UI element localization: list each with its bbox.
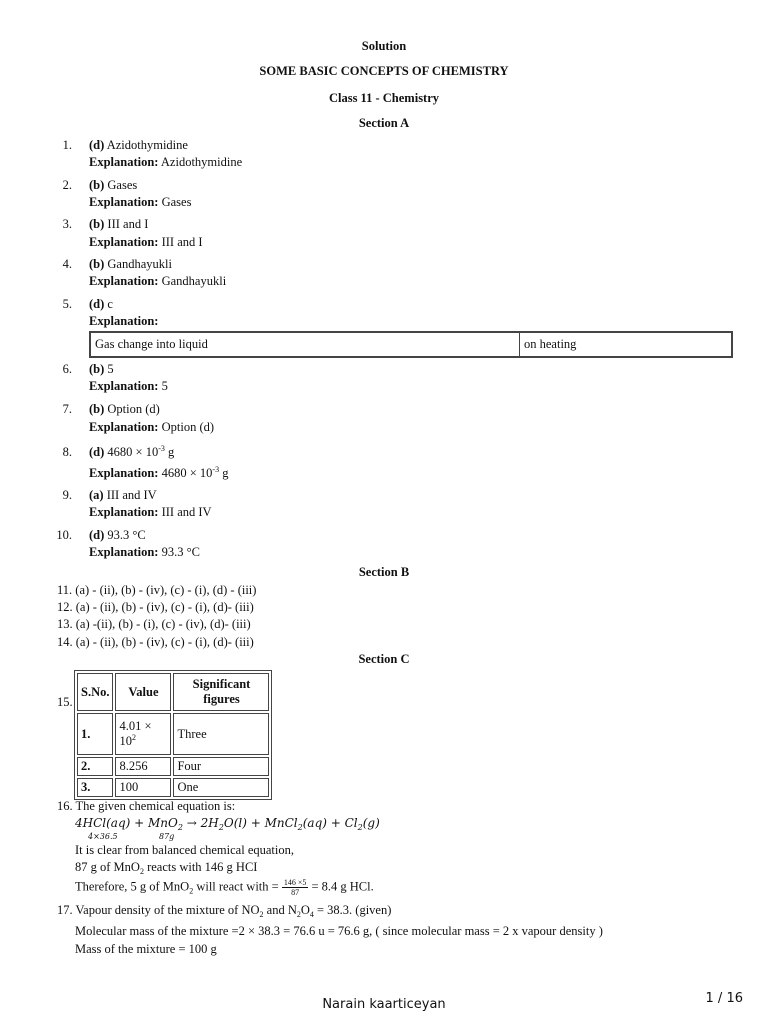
answer-text: Gases — [107, 178, 138, 192]
explanation-line — [89, 505, 212, 520]
page-number: 1 / 16 — [705, 991, 743, 1006]
subscript: 2 — [259, 910, 264, 919]
explanation-table — [89, 331, 733, 358]
unit: g — [219, 466, 229, 480]
text-part: will react with = — [193, 879, 282, 894]
explanation-line — [89, 379, 168, 394]
question-number: 15. — [57, 695, 73, 709]
option-label: (d) — [89, 528, 105, 542]
table-cell — [77, 778, 113, 797]
option-label: (a) — [89, 488, 104, 502]
explanation-text: 5 — [161, 379, 168, 393]
explanation-line — [89, 155, 242, 170]
explanation-text: III and I — [161, 235, 203, 249]
row-number: 1. — [81, 726, 91, 741]
fraction — [282, 878, 309, 897]
q17-line: Molecular mass of the mixture =2 × 38.3 = 76.6 u = 76.6 g, ( since molecular mass = 2 x vapour density ) — [75, 924, 603, 938]
answer-text: c — [107, 297, 113, 311]
column-header: S.No. — [77, 673, 113, 711]
answer-line — [89, 217, 148, 232]
subscript: 2 — [177, 823, 183, 832]
explanation-text: Gandhayukli — [161, 274, 227, 288]
explanation-line — [89, 235, 203, 250]
subscript: 2 — [296, 910, 301, 919]
explanation-text: III and IV — [161, 505, 212, 519]
row-number: 3. — [81, 780, 91, 794]
section-a-heading: Section A — [358, 116, 410, 130]
option-label: (b) — [89, 402, 105, 416]
table-row — [77, 778, 269, 797]
footer-author: Narain kaarticeyan — [322, 997, 446, 1012]
answer-text: 4680 × 10 — [107, 445, 159, 459]
answer-line — [89, 297, 113, 312]
text-part: = 8.4 g HCl. — [308, 879, 374, 894]
answer-text: 93.3 °C — [107, 528, 146, 542]
question-number: 1. — [62, 138, 72, 152]
table-header-row — [77, 673, 269, 711]
equation-operator: + — [130, 816, 149, 830]
option-label: (b) — [89, 257, 105, 271]
value-power-base: 10 — [119, 734, 132, 748]
table-row — [90, 332, 732, 357]
fraction-denominator: 87 — [291, 888, 300, 897]
explanation-line — [89, 420, 214, 435]
explanation-line — [89, 545, 200, 560]
q16-line: It is clear from balanced chemical equation, — [75, 843, 294, 857]
chemical-equation — [75, 816, 380, 830]
text-part: = 38.3. (given) — [313, 903, 392, 917]
equation-term: (aq) — [302, 816, 327, 830]
explanation-label: Explanation: — [89, 545, 159, 559]
question-number: 8. — [62, 445, 72, 459]
question-number: 3. — [62, 217, 72, 231]
list-item: 12. (a) - (ii), (b) - (iv), (c) - (i), (d)- (iii) — [57, 600, 254, 614]
table-cell: Four — [173, 757, 269, 776]
table-cell: Three — [173, 713, 269, 755]
equation-term: 2H — [200, 816, 219, 830]
answer-line — [89, 178, 137, 193]
explanation-line — [89, 466, 228, 481]
table-cell: on heating — [520, 332, 733, 357]
equation-term: 4HCl(aq) — [75, 816, 131, 830]
unit: g — [164, 445, 175, 459]
subscript: 2 — [297, 823, 303, 832]
subscript: 2 — [218, 823, 224, 832]
answer-text: III and I — [107, 217, 149, 231]
explanation-label: Explanation: — [89, 235, 159, 249]
option-label: (d) — [89, 138, 105, 152]
value-text: 4.01 × — [119, 719, 152, 733]
table-cell — [77, 713, 113, 755]
doc-title: Solution — [361, 39, 407, 53]
explanation-label: Explanation: — [89, 314, 159, 328]
explanation-label: Explanation: — [89, 195, 159, 209]
q16-line — [75, 860, 257, 875]
explanation-text: Azidothymidine — [160, 155, 243, 169]
answer-line — [89, 138, 188, 153]
answer-line — [89, 362, 114, 377]
table-cell: Gas change into liquid — [90, 332, 520, 357]
answer-text: Azidothymidine — [106, 138, 188, 152]
list-item: 14. (a) - (ii), (b) - (iv), (c) - (i), (d)- (iii) — [57, 635, 254, 649]
question-number: 10. — [56, 528, 72, 542]
table-cell — [77, 757, 113, 776]
q16-intro: 16. The given chemical equation is: — [57, 799, 236, 813]
equation-term: MnO — [148, 816, 178, 830]
question-number: 5. — [62, 297, 72, 311]
row-number: 2. — [81, 759, 91, 773]
question-number: 6. — [62, 362, 72, 376]
equation-term: (g) — [362, 816, 380, 830]
section-c-heading: Section C — [358, 652, 410, 666]
answer-line — [89, 402, 160, 417]
answer-text: Gandhayukli — [107, 257, 172, 271]
column-header: Significant figures — [173, 673, 269, 711]
section-b-heading: Section B — [358, 565, 410, 579]
fraction-numerator: 146 ×5 — [283, 878, 307, 887]
equation-term: MnCl — [264, 816, 298, 830]
table-row — [77, 757, 269, 776]
subscript: 4 — [309, 910, 314, 919]
table-cell: 100 — [115, 778, 171, 797]
text-part: O — [300, 903, 310, 917]
underbrace-mno2: 87g — [159, 832, 175, 841]
list-item: 13. (a) -(ii), (b) - (i), (c) - (iv), (d)- (iii) — [57, 617, 251, 631]
option-label: (b) — [89, 178, 105, 192]
exponent: -3 — [158, 444, 165, 453]
explanation-text: Option (d) — [161, 420, 215, 434]
option-label: (b) — [89, 362, 105, 376]
table-cell — [115, 713, 171, 755]
exponent: -3 — [212, 465, 220, 474]
equation-term: Cl — [344, 816, 358, 830]
option-label: (b) — [89, 217, 105, 231]
table-cell: 8.256 — [115, 757, 171, 776]
explanation-label: Explanation: — [89, 155, 159, 169]
explanation-line — [89, 314, 158, 329]
equation-operator: + — [326, 816, 345, 830]
question-number: 9. — [62, 488, 72, 502]
explanation-label: Explanation: — [89, 274, 159, 288]
underbrace-hcl: 4×36.5 — [88, 832, 118, 841]
text-part: reacts with 146 g HCI — [143, 860, 258, 874]
class-line: Class 11 - Chemistry — [328, 91, 440, 105]
question-number: 4. — [62, 257, 72, 271]
q17-line: Mass of the mixture = 100 g — [75, 942, 217, 956]
table-cell: One — [173, 778, 269, 797]
subject-title: SOME BASIC CONCEPTS OF CHEMISTRY — [259, 64, 509, 78]
explanation-label: Explanation: — [89, 420, 159, 434]
q17-line — [57, 903, 391, 918]
answer-line — [89, 257, 172, 272]
text-part: and N — [263, 903, 297, 917]
list-item: 11. (a) - (ii), (b) - (iv), (c) - (i), (d) - (iii) — [57, 583, 257, 597]
q16-line — [75, 878, 374, 897]
subscript: 2 — [189, 886, 194, 896]
answer-text: III and IV — [106, 488, 157, 502]
table-row — [77, 713, 269, 755]
option-label: (d) — [89, 445, 105, 459]
explanation-line — [89, 274, 226, 289]
option-label: (d) — [89, 297, 105, 311]
exponent: 2 — [131, 733, 136, 742]
subscript: 2 — [139, 867, 144, 876]
explanation-label: Explanation: — [89, 379, 159, 393]
question-number: 2. — [62, 178, 72, 192]
equation-term: O(l) — [223, 816, 247, 830]
equation-operator: + — [246, 816, 265, 830]
answer-text: 5 — [107, 362, 114, 376]
text-part: 17. Vapour density of the mixture of NO — [57, 903, 260, 917]
explanation-text: 4680 × 10 — [161, 466, 213, 480]
answer-line — [89, 528, 146, 543]
significant-figures-table — [74, 670, 272, 800]
text-part: 87 g of MnO — [75, 860, 140, 874]
text-part: Therefore, 5 g of MnO — [75, 879, 190, 894]
answer-line — [89, 445, 174, 460]
explanation-label: Explanation: — [89, 505, 159, 519]
equation-arrow: → — [182, 816, 201, 830]
subscript: 2 — [357, 823, 363, 832]
answer-line — [89, 488, 157, 503]
question-number: 7. — [62, 402, 72, 416]
explanation-text: Gases — [161, 195, 192, 209]
explanation-line — [89, 195, 191, 210]
column-header: Value — [115, 673, 171, 711]
explanation-text: 93.3 °C — [161, 545, 200, 559]
answer-text: Option (d) — [107, 402, 160, 416]
explanation-label: Explanation: — [89, 466, 159, 480]
